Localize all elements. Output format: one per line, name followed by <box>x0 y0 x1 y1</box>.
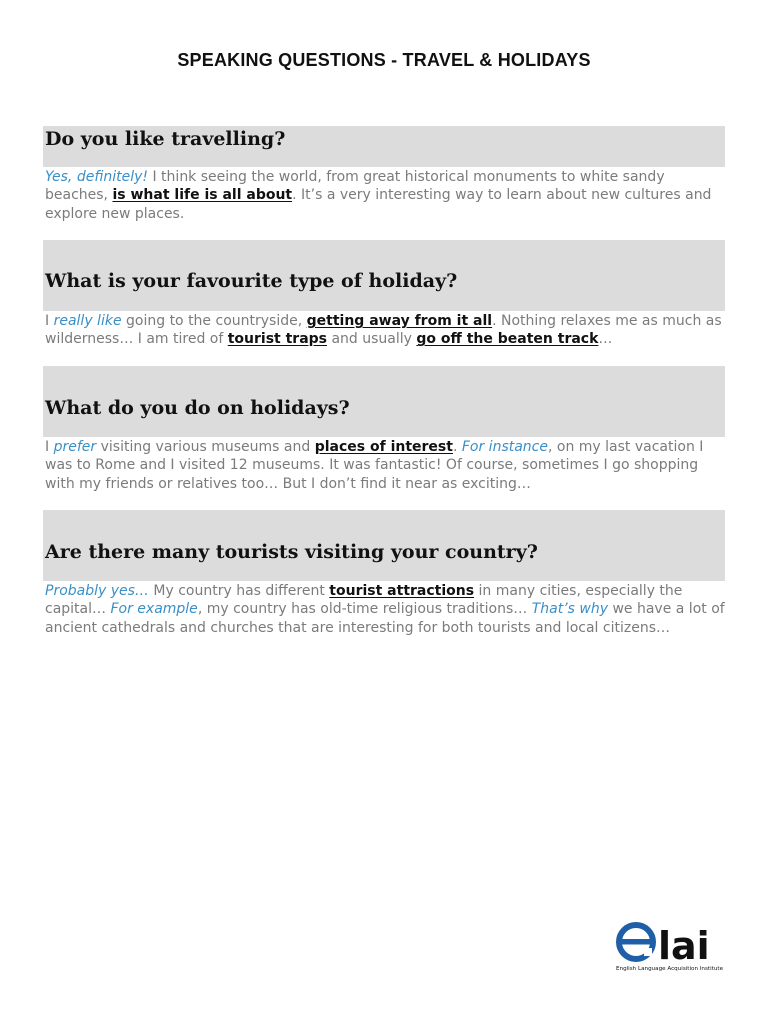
question-4: Are there many tourists visiting your country? <box>45 541 538 563</box>
answer-4-text: in many cities, especially the capital… <box>45 583 683 618</box>
answer-3-keyword: places of interest <box>314 439 453 455</box>
answer-3-text: , on my last vacation I was to Rome and I visited 12 museums. It was fantastic! Of course, sometimes I go shopping with my friends or relatives too… But I don’t find it near as exciting… <box>45 439 704 492</box>
answer-4 <box>45 582 725 637</box>
answer-2-text: and usually <box>327 331 417 348</box>
answer-2-keyword: getting away from it all <box>306 313 493 329</box>
answer-3-text: . <box>452 439 462 455</box>
answer-3-phrase: For instance <box>461 439 548 455</box>
answer-4-phrase: That’s why <box>531 601 609 618</box>
answer-1-text: . It’s a very interesting way to learn about new cultures and explore new places. <box>45 187 712 222</box>
answer-3-phrase: prefer <box>53 439 97 455</box>
elai-logo-mark <box>619 924 710 968</box>
answer-3-text: I <box>45 439 54 455</box>
answer-4-phrase: Probably yes… <box>45 583 149 599</box>
answer-1-phrase: Yes, definitely! <box>45 169 149 185</box>
question-3-band <box>43 366 725 437</box>
answer-2 <box>45 312 725 349</box>
answer-2-text: going to the countryside, <box>121 313 307 329</box>
answer-4-text: we have a lot of ancient cathedrals and churches that are interesting for both tourists and local citizens… <box>45 601 725 636</box>
answer-2-text: … <box>598 331 613 348</box>
page-title: SPEAKING QUESTIONS - TRAVEL & HOLIDAYS <box>177 50 591 70</box>
answer-4-keyword: tourist attractions <box>329 583 475 599</box>
answer-1 <box>45 168 725 223</box>
answer-3 <box>45 438 725 493</box>
answer-2-text: I <box>45 313 54 329</box>
elai-logo <box>614 912 724 974</box>
question-3: What do you do on holidays? <box>45 397 350 419</box>
answer-2-phrase: really like <box>53 313 122 329</box>
answer-3-text: visiting various museums and <box>96 439 315 455</box>
question-1-band <box>43 126 725 167</box>
answer-2-keyword: tourist traps <box>227 331 328 348</box>
question-2-band <box>43 240 725 311</box>
elai-logo-tagline: English Language Acquisition Institute <box>616 966 724 972</box>
question-2: What is your favourite type of holiday? <box>45 270 458 292</box>
answer-1-text: I think seeing the world, from great historical monuments to white sandy beaches, <box>45 169 665 204</box>
answer-2-keyword: go off the beaten track <box>416 331 599 348</box>
answer-4-text: , my country has old-time religious traditions… <box>197 601 532 618</box>
svg-text:lai: lai <box>658 924 710 968</box>
answer-4-phrase: For example <box>110 601 198 618</box>
answer-4-text: My country has different <box>148 583 330 599</box>
answer-2-text: . Nothing relaxes me as much as wilderness… I am tired of <box>45 313 722 348</box>
question-1: Do you like travelling? <box>45 128 286 150</box>
answer-1-keyword: is what life is all about <box>112 187 293 204</box>
question-4-band <box>43 510 725 581</box>
